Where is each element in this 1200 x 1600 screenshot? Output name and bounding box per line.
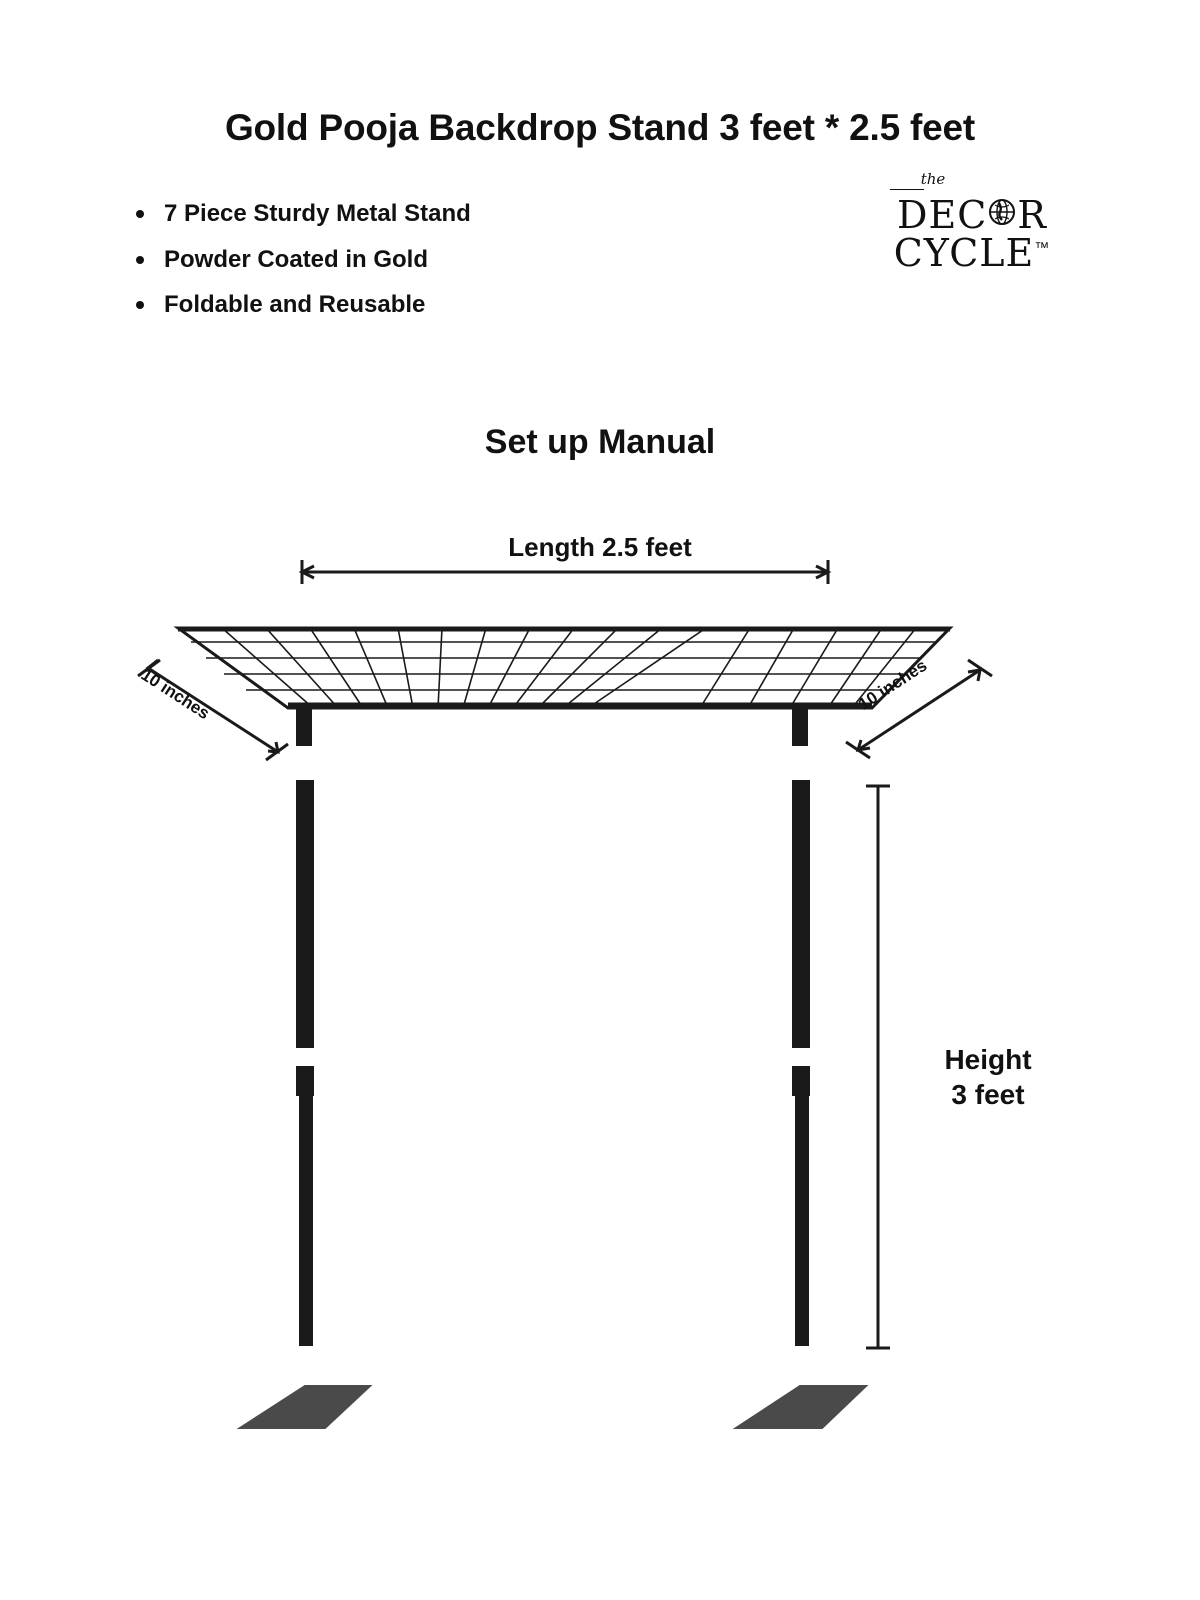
list-item: Powder Coated in Gold (128, 246, 471, 274)
list-item: Foldable and Reusable (128, 291, 471, 319)
base-plates (240, 1386, 866, 1428)
list-item: 7 Piece Sturdy Metal Stand (128, 200, 471, 228)
right-leg (792, 704, 810, 1346)
depth-left-dimension-label: 10 inches (137, 665, 213, 724)
length-dimension-label: Length 2.5 feet (508, 532, 692, 562)
brand-line-2 (862, 231, 1082, 275)
height-dimension-arrow (866, 786, 890, 1348)
left-base-plate (240, 1386, 370, 1428)
brand-cycle-text: CYCLE (893, 231, 1035, 275)
depth-right-dimension-label: 10 inches (855, 655, 931, 714)
trademark-symbol: ™ (1034, 239, 1051, 257)
section-title: Set up Manual (484, 423, 716, 462)
stand-diagram (0, 500, 1200, 1560)
height-dimension-label (898, 1042, 1078, 1112)
stand-drawing (0, 500, 1200, 1560)
brand-divider (890, 189, 924, 190)
left-leg (296, 704, 314, 1346)
height-label-line-2: 3 feet (951, 1079, 1025, 1110)
brand-the-text: the (920, 170, 946, 188)
height-label-line-1: Height (944, 1044, 1032, 1075)
brand-line-1 (862, 193, 1082, 237)
right-base-plate (736, 1386, 866, 1428)
canopy-frame (178, 628, 950, 708)
brand-decor-text-end: R (1017, 193, 1047, 237)
brand-decor-text: DEC (897, 193, 988, 237)
length-dimension-arrow (302, 560, 828, 584)
feature-list (128, 200, 471, 337)
brand-logo (862, 170, 1082, 275)
page-title: Gold Pooja Backdrop Stand 3 feet * 2.5 feet (224, 106, 976, 148)
